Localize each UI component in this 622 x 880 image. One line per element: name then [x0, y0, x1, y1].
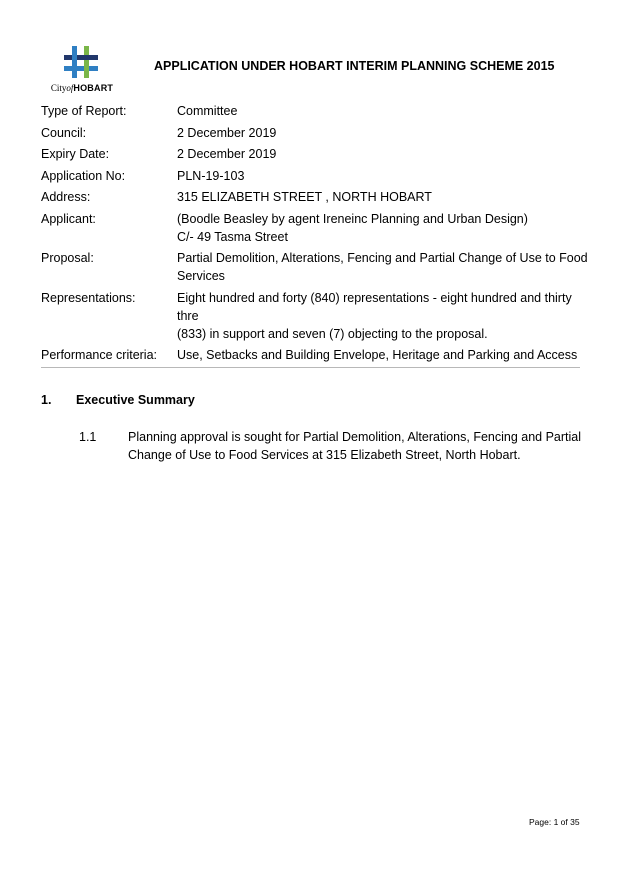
- detail-value-line: (Boodle Beasley by agent Ireneinc Planning and Urban Design): [177, 211, 528, 226]
- detail-value-line: 2 December 2019: [177, 147, 277, 161]
- paragraph-number: 1.1: [79, 430, 97, 444]
- detail-label: Council:: [41, 125, 87, 140]
- detail-row: [41, 124, 591, 142]
- page-title: APPLICATION UNDER HOBART INTERIM PLANNING SCHEME 2015: [154, 59, 555, 73]
- summary-paragraph: [79, 428, 589, 464]
- detail-value: [177, 346, 591, 364]
- detail-row: [41, 249, 591, 285]
- detail-value-line: Eight hundred and forty (840) representations - eight hundred and thirty thre: [177, 290, 572, 323]
- logo-hobart-text: HOBART: [73, 83, 114, 93]
- detail-value: [177, 188, 591, 206]
- detail-label: Address:: [41, 190, 91, 204]
- hobart-hash-logo-icon: [62, 44, 100, 80]
- detail-row: [41, 102, 591, 120]
- detail-value: [177, 145, 591, 163]
- detail-value-line: 2 December 2019: [177, 125, 277, 140]
- logo-of-text: of: [66, 83, 74, 93]
- application-details-table: [41, 102, 591, 368]
- paragraph-text: [128, 428, 589, 464]
- detail-row: [41, 145, 591, 163]
- detail-label: Expiry Date:: [41, 147, 110, 161]
- detail-value-line: (833) in support and seven (7) objecting to the proposal.: [177, 326, 488, 341]
- page-number: Page: 1 of 35: [529, 817, 580, 827]
- detail-row: [41, 167, 591, 185]
- section-heading: [41, 393, 195, 407]
- paragraph-line: Change of Use to Food Services at 315 Elizabeth Street, North Hobart.: [128, 448, 521, 462]
- detail-row: [41, 210, 591, 246]
- detail-value: [177, 249, 591, 285]
- detail-label: Performance criteria:: [41, 348, 158, 362]
- detail-value: [177, 167, 591, 185]
- detail-value: [177, 124, 591, 142]
- detail-label: Proposal:: [41, 251, 94, 265]
- detail-label: Application No:: [41, 168, 126, 183]
- horizontal-divider: [41, 367, 580, 368]
- detail-value-line: Partial Demolition, Alterations, Fencing and Partial Change of Use to Food: [177, 251, 588, 265]
- detail-value-line: C/- 49 Tasma Street: [177, 229, 288, 244]
- detail-label: Type of Report:: [41, 104, 127, 118]
- detail-label: Applicant:: [41, 211, 96, 226]
- section-title: Executive Summary: [76, 393, 195, 407]
- detail-value-line: PLN-19-103: [177, 168, 245, 183]
- detail-value-line: Services: [177, 269, 225, 283]
- detail-value: [177, 289, 591, 343]
- detail-value: [177, 102, 591, 120]
- detail-row: [41, 289, 591, 343]
- city-of-hobart-logo: [44, 44, 120, 96]
- logo-wordmark: [44, 83, 120, 93]
- detail-row: [41, 346, 591, 364]
- detail-value-line: Committee: [177, 104, 238, 118]
- detail-label: Representations:: [41, 290, 136, 305]
- detail-value-line: Use, Setbacks and Building Envelope, Heritage and Parking and Access: [177, 348, 578, 362]
- paragraph-line: Planning approval is sought for Partial Demolition, Alterations, Fencing and Partial: [128, 430, 582, 444]
- detail-row: [41, 188, 591, 206]
- detail-value-line: 315 ELIZABETH STREET , NORTH HOBART: [177, 190, 432, 204]
- detail-value: [177, 210, 591, 246]
- logo-city-text: City: [50, 83, 67, 93]
- section-number: 1.: [41, 393, 52, 407]
